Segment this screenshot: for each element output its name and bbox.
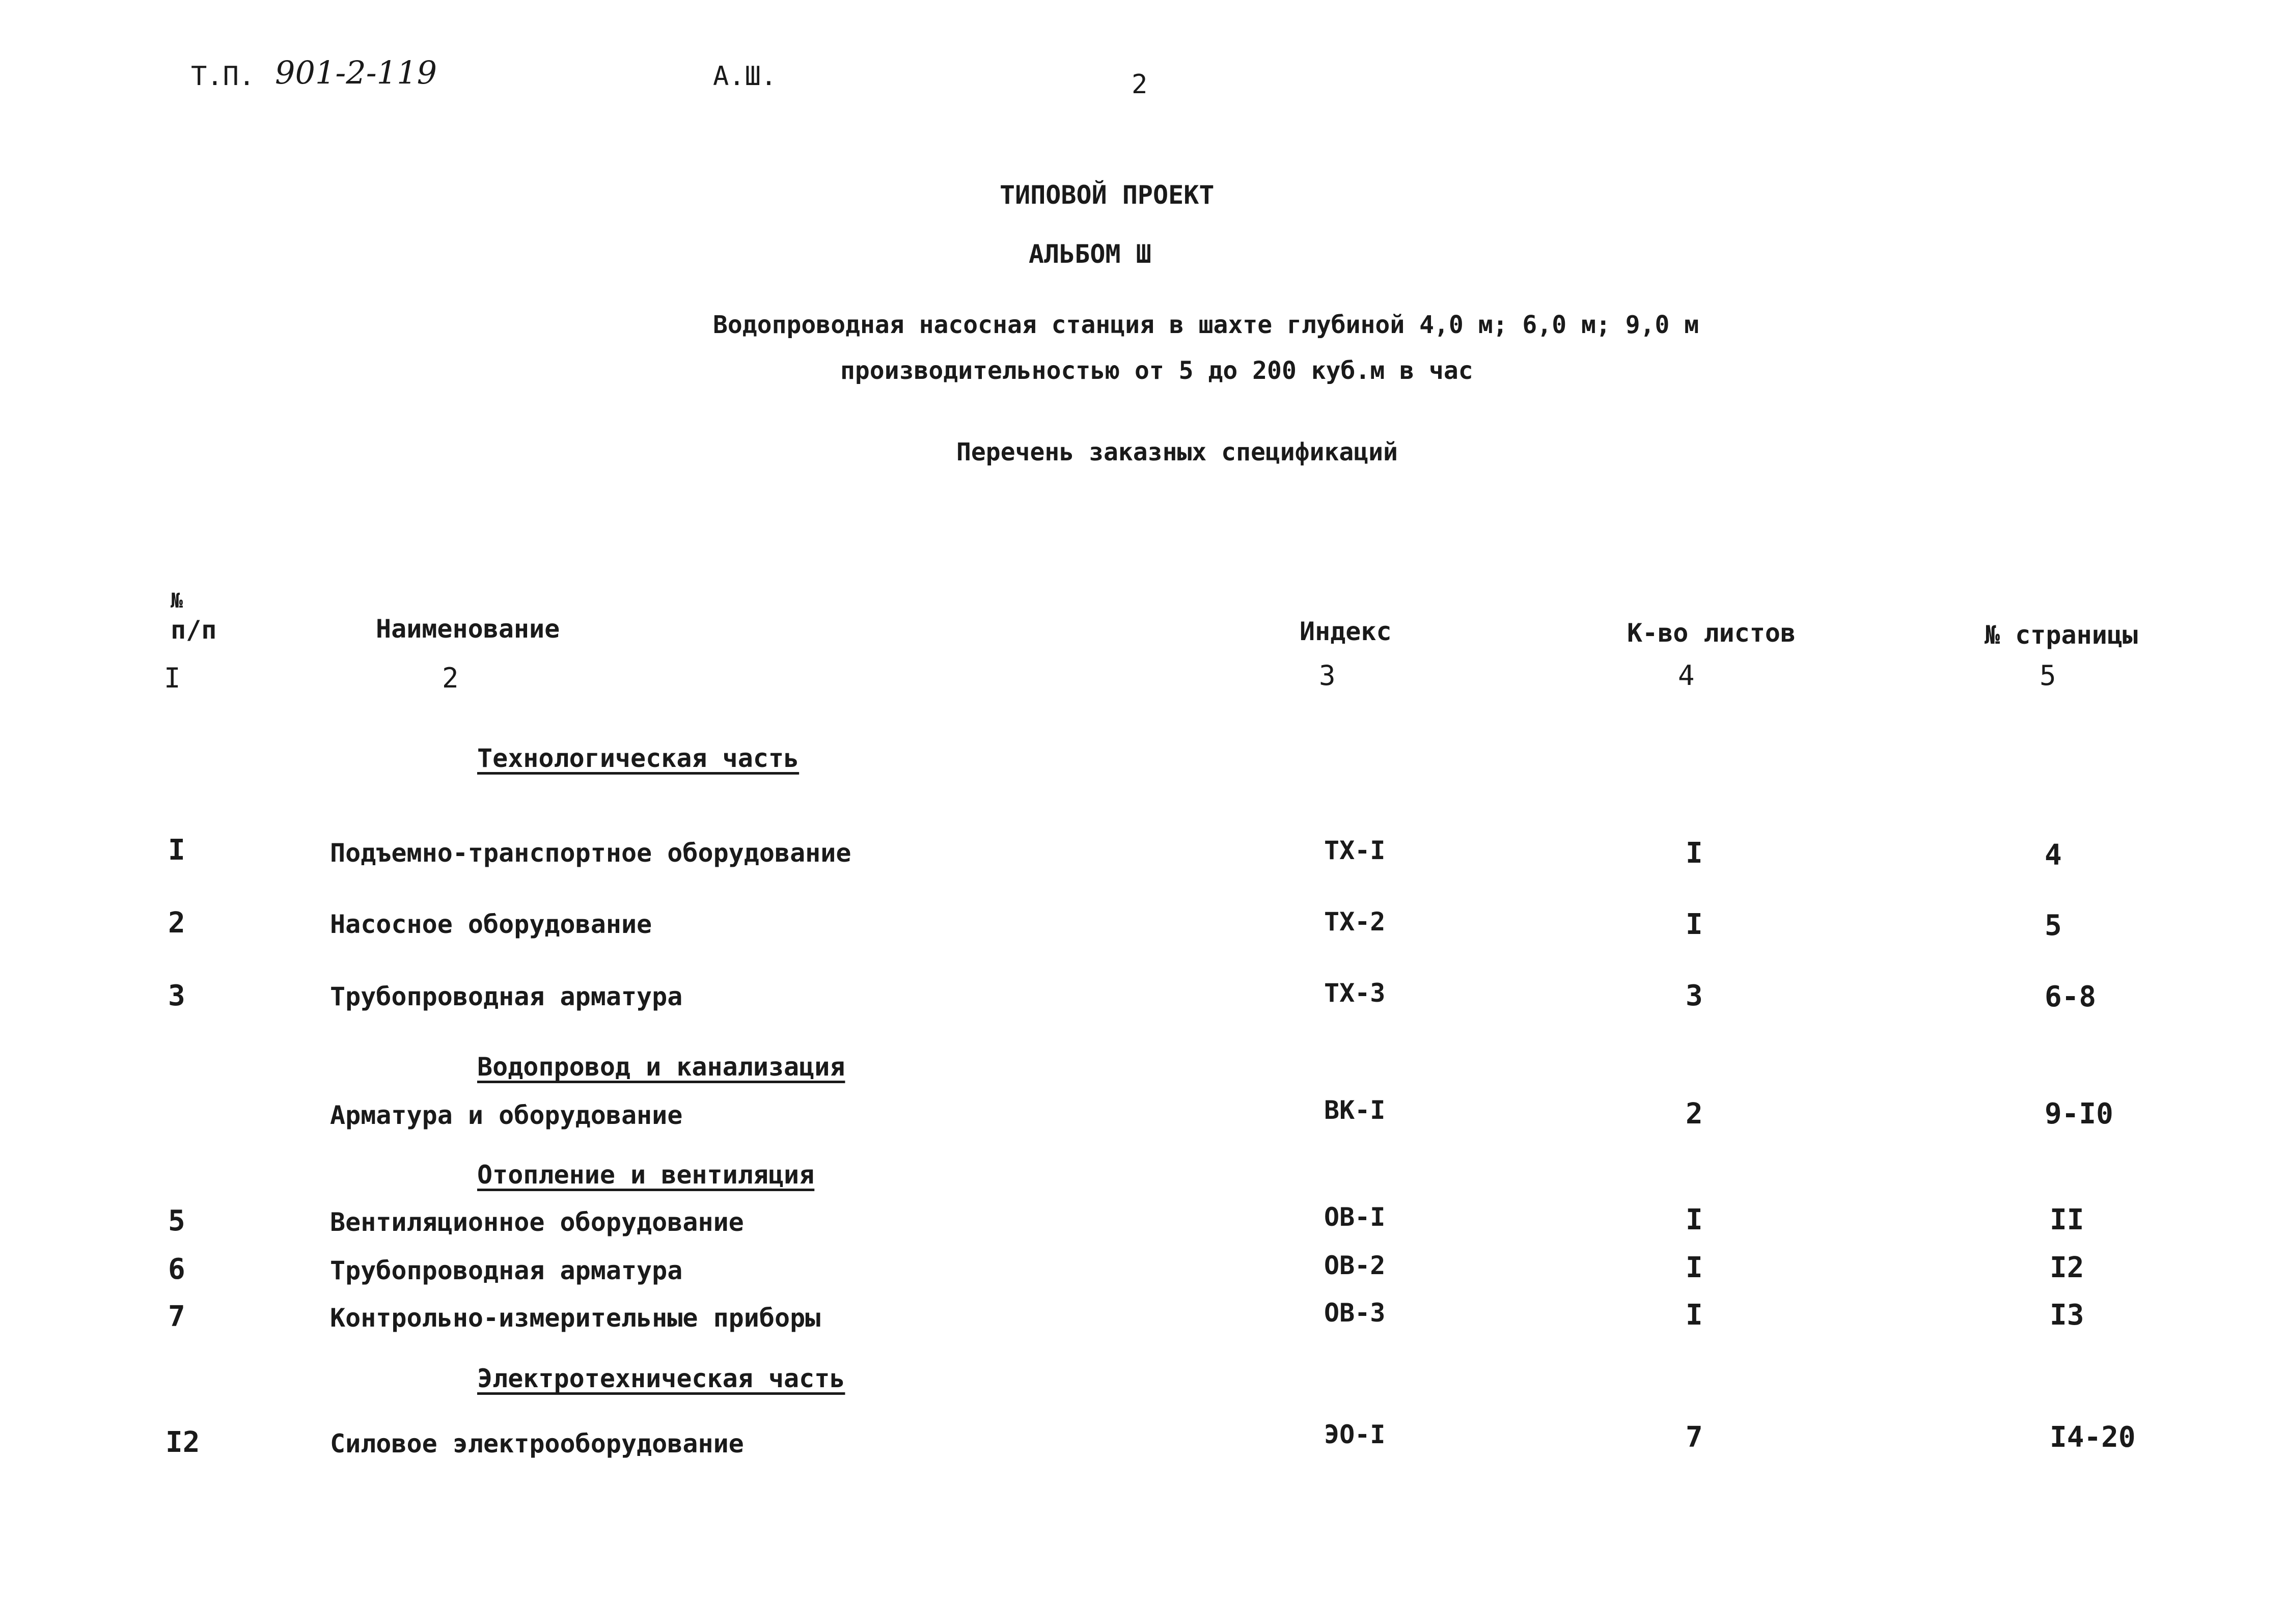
row-index: ТХ-I [1324, 836, 1386, 865]
section-title: Отопление и вентиляция [477, 1160, 815, 1190]
row-index: ОВ-I [1324, 1202, 1386, 1232]
row-page: I3 [2050, 1299, 2084, 1332]
row-name: Насосное оборудование [330, 910, 652, 939]
row-num: I2 [166, 1426, 200, 1459]
row-name: Арматура и оборудование [330, 1100, 683, 1130]
row-sheets: 3 [1686, 979, 1703, 1012]
section-title: Водопровод и канализация [477, 1052, 845, 1082]
row-sheets: 2 [1686, 1097, 1703, 1131]
row-num: 7 [168, 1300, 185, 1333]
row-page: I4-20 [2050, 1421, 2136, 1454]
row-num: 3 [168, 979, 185, 1012]
tp-number: 901-2-119 [275, 54, 437, 91]
tp-label: Т.П. [191, 61, 255, 92]
header-index: Индекс [1300, 617, 1392, 646]
project-description-line2: производительностью от 5 до 200 куб.м в час [840, 356, 1473, 385]
document-title: ТИПОВОЙ ПРОЕКТ [1000, 180, 1215, 210]
project-description-line1: Водопроводная насосная станция в шахте глубиной 4,0 м; 6,0 м; 9,0 м [713, 311, 1699, 339]
row-index: ТХ-3 [1324, 978, 1386, 1008]
row-page: I2 [2050, 1251, 2084, 1284]
list-title: Перечень заказных спецификаций [956, 438, 1398, 466]
page-number: 2 [1132, 69, 1148, 100]
row-name: Контрольно-измерительные приборы [330, 1303, 821, 1333]
row-sheets: I [1686, 1299, 1703, 1332]
header-num-bottom: п/п [171, 615, 217, 645]
column-number-5: 5 [2040, 659, 2056, 692]
section-title: Электротехническая часть [477, 1364, 845, 1393]
row-page: 5 [2045, 909, 2062, 942]
row-num: 5 [168, 1204, 185, 1237]
album-title: АЛЬБОМ Ш [1029, 239, 1151, 269]
row-sheets: 7 [1686, 1421, 1703, 1454]
column-number-2: 2 [442, 662, 459, 694]
row-name: Вентиляционное оборудование [330, 1207, 744, 1237]
row-num: 6 [168, 1253, 185, 1286]
row-page: 4 [2045, 839, 2062, 872]
header-name: Наименование [376, 614, 560, 644]
row-page: 6-8 [2045, 980, 2097, 1013]
album-label: А.Ш. [713, 61, 777, 92]
row-page: 9-I0 [2045, 1097, 2113, 1131]
row-index: ВК-I [1324, 1095, 1386, 1125]
header-sheets: К-во листов [1627, 618, 1796, 648]
row-index: ТХ-2 [1324, 907, 1386, 937]
row-name: Трубопроводная арматура [330, 1256, 683, 1285]
row-num: I [168, 834, 185, 867]
row-sheets: I [1686, 1251, 1703, 1284]
row-index: ЭО-I [1324, 1420, 1386, 1449]
row-sheets: I [1686, 908, 1703, 941]
row-name: Подъемно-транспортное оборудование [330, 838, 851, 868]
row-sheets: I [1686, 837, 1703, 870]
row-page: II [2050, 1203, 2084, 1236]
row-name: Силовое электрооборудование [330, 1429, 744, 1458]
row-index: ОВ-3 [1324, 1298, 1386, 1328]
section-title: Технологическая часть [477, 744, 800, 773]
row-num: 2 [168, 906, 185, 940]
header-page: № страницы [1985, 620, 2138, 650]
column-number-3: 3 [1319, 659, 1336, 692]
row-sheets: I [1686, 1203, 1703, 1236]
header-num-top: № [171, 589, 183, 613]
column-number-1: I [164, 662, 181, 694]
row-index: ОВ-2 [1324, 1251, 1386, 1280]
column-number-4: 4 [1678, 659, 1695, 692]
row-name: Трубопроводная арматура [330, 982, 683, 1011]
